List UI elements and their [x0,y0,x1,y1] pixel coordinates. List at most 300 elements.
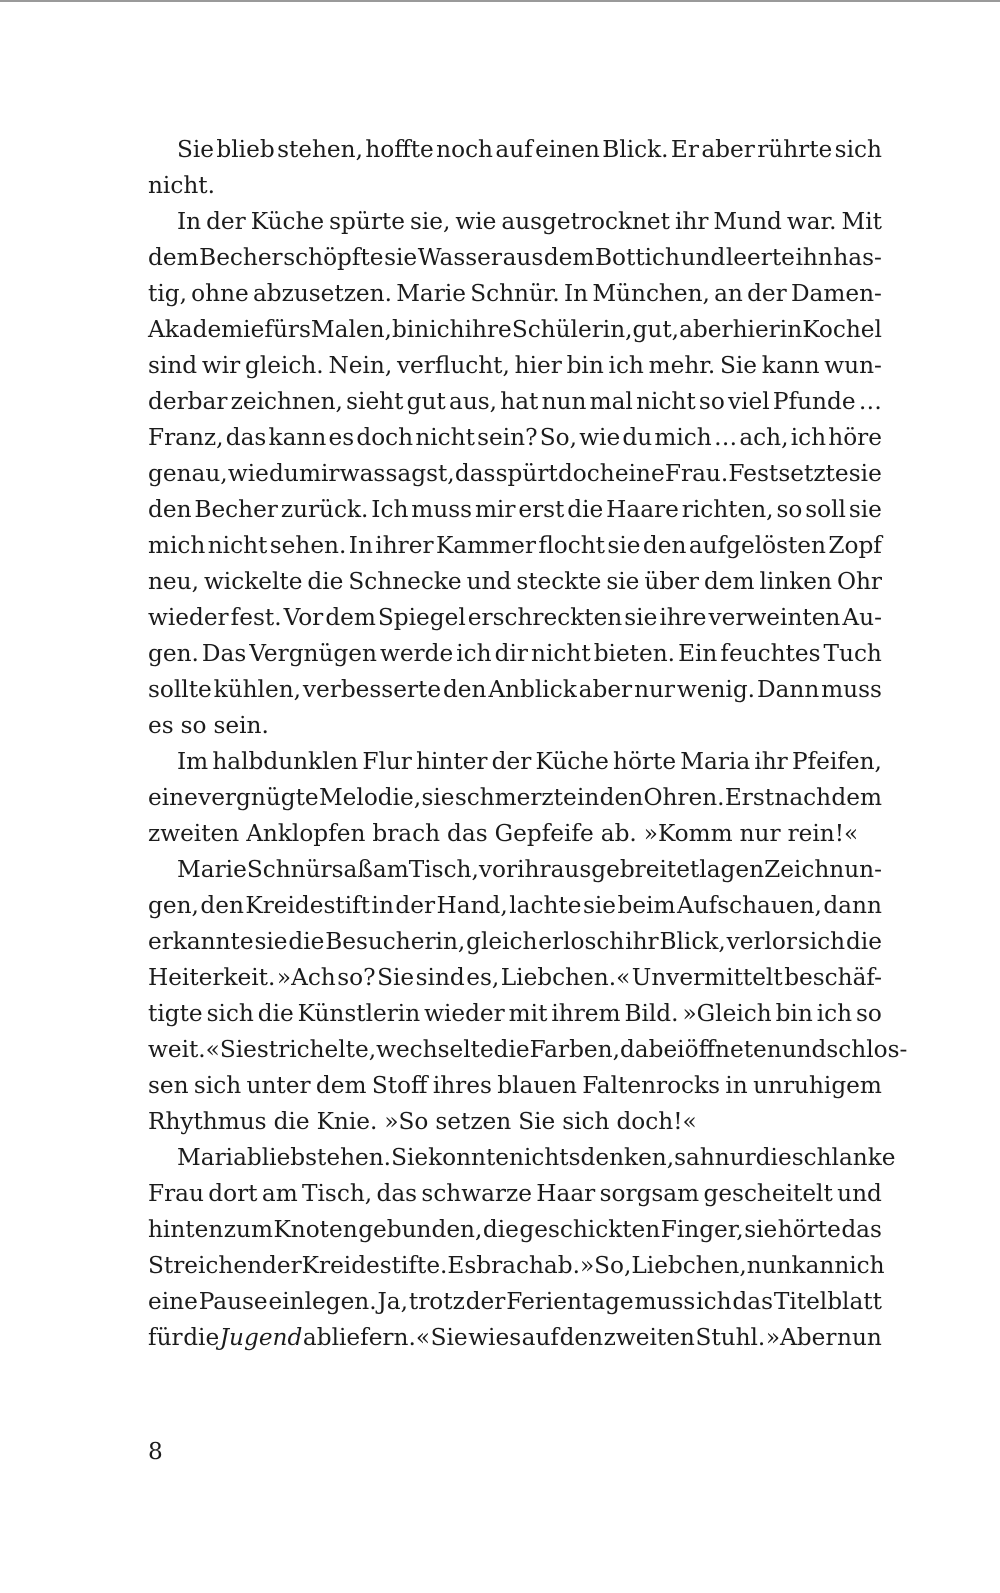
word: für [148,1324,183,1351]
word: »Aber [765,1324,837,1351]
word: Spiegel [377,604,466,631]
word: und [781,1036,827,1063]
word: sie [421,784,455,811]
word: Haar [536,1180,596,1207]
word: ich [608,352,644,379]
word: Schülerin, [511,316,633,343]
word: … [713,424,738,451]
word: aber [701,136,755,163]
word: ausgebreitet [550,856,700,883]
word: Das [201,640,247,667]
word: ihr [674,208,709,235]
text-line [148,276,882,312]
word: schwarze [421,1180,532,1207]
word: schmerzte [454,784,577,811]
word: Küche [250,208,325,235]
word: den [442,676,487,703]
word: das [454,460,496,487]
word: der [395,892,436,919]
text-line [148,708,882,744]
word: kann [268,424,327,451]
word: sie [607,532,641,559]
word: Tisch, [302,1180,373,1207]
word: hörte [613,748,677,775]
word: war. [786,208,837,235]
word: aus, [449,388,498,415]
text-line [148,492,882,528]
text-line [148,996,882,1032]
text-line [148,168,882,204]
word: rein!« [787,820,859,847]
word: nur [634,676,676,703]
word: tigte [148,1000,203,1027]
word: nur [739,820,781,847]
word: linken [759,568,832,595]
word: Stoff [371,1072,428,1099]
word: In [177,208,202,235]
text-line [148,888,882,924]
word: und [466,568,512,595]
word: Im [177,748,209,775]
word: sich [193,1072,242,1099]
word: den [148,496,192,523]
word: aus [502,244,544,271]
word: sind [415,964,465,991]
word: sieht [346,388,404,415]
word: am [261,1180,298,1207]
word: in [577,784,600,811]
word: Becher [199,244,283,271]
word: brach [372,820,441,847]
word: hinten [148,1216,224,1243]
text-line [148,1140,896,1176]
word: Ja, [377,1288,409,1315]
word: der [465,1288,506,1315]
word: »So [384,1108,429,1135]
word: eine [148,1288,198,1315]
word: Marie [396,280,466,307]
word: ausgetrocknet [501,208,670,235]
word: Erst [724,784,775,811]
word: Sie [219,1036,257,1063]
word: an [714,280,743,307]
word: sie [254,928,288,955]
text-line [148,348,882,384]
word: … [858,388,882,415]
word: wies [468,1324,522,1351]
word: Maria [680,748,751,775]
word: wir [201,352,241,379]
word: nach [774,784,832,811]
word: Bottich [595,244,680,271]
word: Au- [842,604,882,631]
word: Liebchen, [631,1252,747,1279]
word: dort [208,1180,258,1207]
word: Schnür [246,856,332,883]
word: denken, [580,1144,675,1171]
word: zum [223,1216,273,1243]
word: der [491,748,532,775]
word: Blick, [659,928,726,955]
word: »So, [579,1252,632,1279]
word: geschickten [519,1216,661,1243]
word: dem [703,568,755,595]
word: in [725,1072,748,1099]
text-line [148,1104,882,1140]
word: Anklopfen [246,820,366,847]
word: sie [606,568,640,595]
word: sie [582,892,616,919]
word: mehr. [648,352,716,379]
word: den [559,1324,604,1351]
word: Knie. [316,1108,378,1135]
word: gen. [148,640,199,667]
text-line [148,1212,882,1248]
word: dem [831,784,882,811]
word: Wasser [417,244,502,271]
word: Kammer [435,532,536,559]
word: Ohr [836,568,882,595]
word: die [567,496,604,523]
word: sie [744,1216,778,1243]
word: gescheitelt [703,1180,833,1207]
word: blieb [216,136,275,163]
word: »Ach [276,964,336,991]
word: steckte [516,568,602,595]
word: Küche [535,748,609,775]
word: aber [578,676,633,703]
word: spürte [329,208,405,235]
word: Ein [678,640,718,667]
word: Jugend [219,1324,303,1351]
word: nicht [531,640,591,667]
word: Unvermittelt [631,964,783,991]
word: dabei [619,1036,685,1063]
word: Maria [177,1144,247,1171]
word: dem [148,244,199,271]
text-line [148,384,882,420]
word: wickelte [203,568,303,595]
word: verbesserte [302,676,442,703]
word: du [269,460,299,487]
word: Heiterkeit. [148,964,276,991]
word: nicht [207,532,268,559]
word: setzen [435,1108,512,1135]
word: hat [500,388,539,415]
word: Blick. [602,136,669,163]
word: derbar [148,388,228,415]
word: mit [508,1000,548,1027]
word: Mund [713,208,782,235]
word: die [273,1108,310,1135]
word: dem [325,604,376,631]
text-line [148,1320,882,1356]
word: ihre [659,604,707,631]
word: gen, [148,892,199,919]
word: lachte [509,892,582,919]
word: Liebchen.« [500,964,631,991]
word: verweinten [708,604,841,631]
word: Zopf [828,532,882,559]
word: Melodie, [318,784,422,811]
word: zurück. [280,496,369,523]
word: ihn [795,244,833,271]
word: höre [828,424,882,451]
word: erlosch [538,928,625,955]
word: Tisch, [408,856,479,883]
text-line [148,1068,882,1104]
word: die [183,1324,220,1351]
word: Fest [728,460,779,487]
text-line [148,600,882,636]
page-number: 8 [148,1438,163,1465]
text-line [148,1248,885,1284]
word: erkannte [148,928,254,955]
word: kann [791,1252,850,1279]
word: die [755,1144,792,1171]
word: die [482,1216,519,1243]
word: Anblick [488,676,577,703]
word: wenig. [676,676,756,703]
word: ach, [739,424,789,451]
word: muss [634,1288,696,1315]
word: bieten. [593,640,676,667]
word: aufgelösten [688,532,826,559]
word: ich [790,424,827,451]
word: erschreckten [467,604,623,631]
word: du [622,424,653,451]
word: zeichnen, [230,388,343,415]
word: ohne [191,280,249,307]
word: in [371,892,394,919]
word: ihr [625,928,659,955]
word: muss [821,676,882,703]
word: sich [834,136,882,163]
word: werde [379,640,454,667]
word: Stuhl. [695,1324,766,1351]
word: es, [466,964,500,991]
word: ab. [543,1252,580,1279]
word: schöpfte [283,244,384,271]
word: Frau [148,1180,204,1207]
word: ihres [432,1072,492,1099]
word: schlanke [791,1144,896,1171]
word: Mit [841,208,882,235]
text-line [148,636,882,672]
word: die [493,1036,530,1063]
word: Knoten [273,1216,358,1243]
word: sein? [477,424,538,451]
word: has- [833,244,882,271]
word: sich [206,1000,254,1027]
word: strichelte, [256,1036,377,1063]
text-line [148,1284,882,1320]
word: doch [356,424,414,451]
word: der [262,1252,302,1279]
word: sie [848,496,882,523]
word: so [180,712,207,739]
word: nicht [636,388,696,415]
word: Nein, [328,352,393,379]
word: auf [495,136,533,163]
word: dann [823,892,882,919]
word: Kochel [802,316,882,343]
word: auf [521,1324,560,1351]
word: und [680,244,726,271]
word: ich [456,640,492,667]
word: Faltenrocks [582,1072,720,1099]
word: ich [849,1252,885,1279]
word: Sie [719,352,757,379]
word: hier [514,352,562,379]
word: sich [797,928,846,955]
word: dem [543,244,595,271]
word: hörte [777,1216,841,1243]
word: Flur [362,748,412,775]
word: bin [775,1000,813,1027]
word: zweiten [148,820,240,847]
word: den [599,784,644,811]
word: sein. [213,712,269,739]
text-line [148,132,882,168]
word: genau, [148,460,228,487]
word: richten, [681,496,774,523]
word: ab. [600,820,637,847]
word: kühlen, [213,676,302,703]
word: den [642,532,687,559]
word: ihrem [551,1000,621,1027]
word: Damen- [790,280,882,307]
text-line [148,1176,882,1212]
word: so [856,1000,882,1027]
word: erst [518,496,565,523]
word: verlor [726,928,797,955]
word: Pause [198,1288,268,1315]
word: nur [714,1144,756,1171]
word: abzusetzen. [252,280,392,307]
text-line [148,924,882,960]
word: mich [654,424,712,451]
word: Vor [283,604,324,631]
word: fest. [230,604,282,631]
word: das [447,820,488,847]
word: trotz [408,1288,465,1315]
word: die [845,928,882,955]
word: viel [728,388,770,415]
word: ihr [754,748,788,775]
word: das [376,1180,418,1207]
word: gleich. [244,352,324,379]
word: sie, [409,208,451,235]
word: leerte [725,244,795,271]
word: noch [436,136,493,163]
word: schlos- [826,1036,908,1063]
word: am [372,856,409,883]
word: unruhigem [753,1072,882,1099]
word: es [148,712,174,739]
word: das [841,1216,882,1243]
word: sie [848,460,882,487]
text-line [148,528,882,564]
word: Rhythmus [148,1108,267,1135]
word: ihr [517,856,551,883]
text-line [148,240,882,276]
word: Sie [518,1108,556,1135]
word: soll [805,496,846,523]
word: bin [391,316,430,343]
word: Finger, [660,1216,744,1243]
word: die [307,568,344,595]
word: hoffte [365,136,434,163]
word: sen [148,1072,189,1099]
text-line [148,1032,908,1068]
word: Vergnügen [249,640,377,667]
word: sie [624,604,658,631]
text-line [148,456,882,492]
word: gleich [466,928,538,955]
word: nun [746,1252,792,1279]
word: Sie [391,1144,429,1171]
body-text [148,132,908,1356]
word: bin [566,352,604,379]
word: wieder [148,604,229,631]
word: mir [474,496,516,523]
word: ich [429,316,465,343]
word: Becher [194,496,278,523]
word: Streichen [148,1252,263,1279]
text-line [148,204,882,240]
word: über [644,568,699,595]
word: öffneten [684,1036,782,1063]
word: Titelblatt [773,1288,882,1315]
word: die [257,1000,294,1027]
word: Zeichnun- [764,856,882,883]
word: kann [761,352,820,379]
word: Sie [377,964,415,991]
word: gebunden, [358,1216,483,1243]
word: Marie [177,856,247,883]
word: In [564,280,589,307]
word: Pfeifen, [791,748,882,775]
word: sollte [148,676,212,703]
word: In [348,532,373,559]
word: München, [592,280,710,307]
word: lagen [699,856,765,883]
word: sind [148,352,198,379]
word: Tuch [823,640,882,667]
text-line [148,312,882,348]
word: Gepfeife [494,820,594,847]
word: Es [447,1252,477,1279]
text-line [148,564,882,600]
word: so? [337,964,376,991]
word: wechselte [376,1036,494,1063]
word: so [698,388,725,415]
word: Bild. [624,1000,679,1027]
word: dir [494,640,528,667]
word: gut [406,388,446,415]
word: abliefern.« [302,1324,431,1351]
word: nicht. [148,172,215,199]
word: doch!« [616,1108,697,1135]
word: Schnecke [348,568,462,595]
word: Frau. [664,460,729,487]
word: Pfunde [772,388,856,415]
word: wieder [424,1000,505,1027]
word: und [837,1180,882,1207]
word: mal [589,388,633,415]
word: wun- [824,352,882,379]
